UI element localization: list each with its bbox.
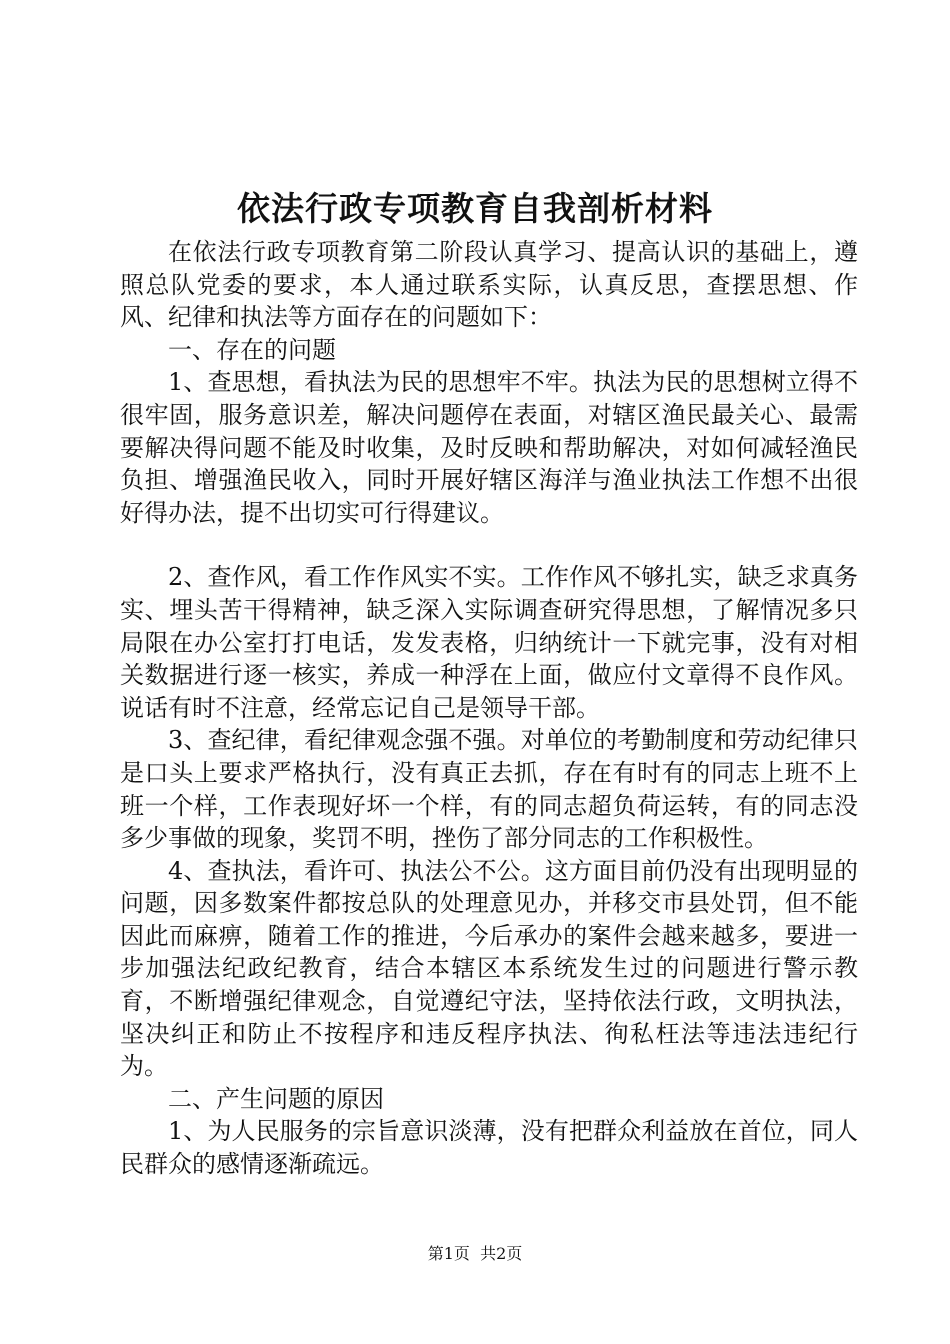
page-footer: 第1页 共2页 (427, 1244, 523, 1263)
paragraph-style: 2、查作风，看工作作风实不实。工作作风不够扎实，缺乏求真务实、埋头苦干得精神，缺乏深入实际调查研究得思想，了解情况多只局限在办公室打打电话，发发表格，归纳统计一下就完事，没有对相关数据进行逐一核实，养成一种浮在上面，做应付文章得不良作风。说话有时不注意，经常忘记自己是领导干部。 (120, 563, 858, 722)
document-title: 依法行政专项教育自我剖析材料 (237, 189, 713, 228)
paragraph-cause-1: 1、为人民服务的宗旨意识淡薄，没有把群众利益放在首位，同人民群众的感情逐渐疏远。 (120, 1117, 858, 1179)
intro-paragraph: 在依法行政专项教育第二阶段认真学习、提高认识的基础上，遵照总队党委的要求，本人通过联系实际，认真反思，查摆思想、作风、纪律和执法等方面存在的问题如下： (120, 238, 858, 332)
section-heading-problems: 一、存在的问题 (168, 335, 336, 364)
document-body (120, 236, 858, 1181)
section-heading-causes: 二、产生问题的原因 (168, 1084, 384, 1113)
paragraph-thought: 1、查思想，看执法为民的思想牢不牢。执法为民的思想树立得不很牢固，服务意识差，解决问题停在表面，对辖区渔民最关心、最需要解决得问题不能及时收集，及时反映和帮助解决，对如何减轻渔民负担、增强渔民收入，同时开展好辖区海洋与渔业执法工作想不出很好得办法，提不出切实可行得建议。 (120, 368, 858, 527)
paragraph-discipline: 3、查纪律，看纪律观念强不强。对单位的考勤制度和劳动纪律只是口头上要求严格执行，没有真正去抓，存在有时有的同志上班不上班一个样，工作表现好坏一个样，有的同志超负荷运转，有的同志没多少事做的现象，奖罚不明，挫伤了部分同志的工作积极性。 (120, 726, 858, 853)
paragraph-enforcement: 4、查执法，看许可、执法公不公。这方面目前仍没有出现明显的问题，因多数案件都按总队的处理意见办，并移交市县处罚，但不能因此而麻痹，随着工作的推进，今后承办的案件会越来越多，要进一步加强法纪政纪教育，结合本辖区本系统发生过的问题进行警示教育，不断增强纪律观念，自觉遵纪守法，坚持依法行政，文明执法，坚决纠正和防止不按程序和违反程序执法、徇私枉法等违法违纪行为。 (120, 856, 858, 1081)
